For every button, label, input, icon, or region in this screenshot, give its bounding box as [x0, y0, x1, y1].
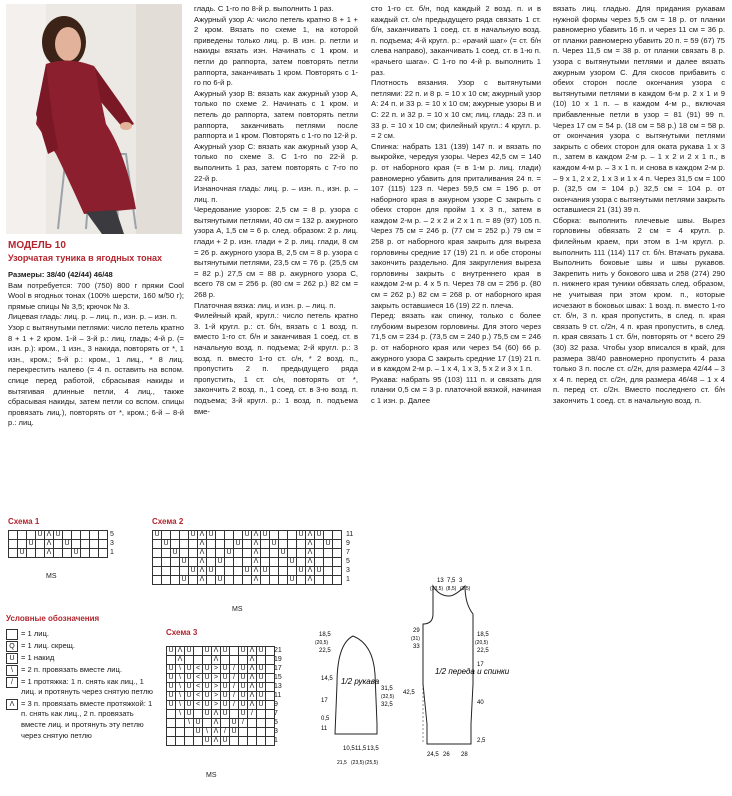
dim-body-6: 18,5	[477, 632, 489, 638]
scheme-3-row-3: 3	[274, 728, 278, 735]
dim-body-5: 33	[413, 644, 420, 650]
model-photo	[6, 4, 182, 234]
scheme-3-row-19: 19	[274, 656, 282, 663]
legend-item	[6, 641, 156, 652]
col4-text1: вязать лиц. гладью. Для придания рукавам нужной формы через 5,5 см = 18 р. от планки равномерно убавить 16 п. и через 11 см = 36 р. от планки равномерно убавить 20 п. = 59 (67) 75 п. Через 11,5 см = 38 р. от планки связать 8 р. узора с вытянутыми петлями и далее вязать ажурным узором С. Для скосов прибавить с обеих сторон после окончания узора с вытянутыми петлями в каждом 6-м р. 2 х 1 и 9 (10) 10 х 1 п. – в каждом 4-м р., включая прибавленные петли в узор = 81 (91) 99 п. Через 17 см = 54 р. (18 см = 58 р.) 18 см = 58 р. от окончания узора с вытянутыми петлями закрыть с обеих сторон для оката рукава 1 х 3 п., затем в каждом 2-м р. – 1 х 2 и 2 х 1 п., в каждом 4-м р. – 3 х 1 п. и снова в каждом 2-м р. – 9 х 1, 2 х 2, 1 х 3 и 1 х 4 п. Через 31,5 см = 100 р. (32,5 см = 104 р.) 32,5 см = 104 р. от окончания узора с вытянутыми петлями закрыть оставшиеся 21 (31) 39 п.	[553, 4, 725, 215]
col3-text1: сто 1-го ст. б/н, под каждый 2 возд. п. и в каждый ст. с/н предыдущего ряда связать 1 ст. б/н, заканчивать 1 соед. ст. в начальную возд. п. подъема; 4-й кругл. р.: «рачий шаг» (= ст. б/н слева направо), заканчивать 1 соед. ст. в 1-ю п. «рачьего шага». С 1-го по 4-й р. выполнить 1 раз.	[371, 4, 541, 77]
dim-top-5: (8,5)	[446, 586, 457, 592]
dim-sleeve-1: 31,5	[381, 686, 393, 692]
dim-sleeve-bottom-1: 10,5	[343, 746, 355, 752]
dim-sleeve-3: 32,5	[381, 702, 393, 708]
legend-title: Условные обозначения	[6, 614, 100, 623]
scheme-2-grid: U U Λ U U Λ U U Λ U U Λ U Λ U Λ U U Λ U Λ U Λ U Λ U Λ U Λ U Λ U U Λ U U Λ U U Λ U Λ U Λ	[152, 530, 342, 585]
legend-symbol: U	[6, 653, 18, 664]
dim-sleeve-bottom-5: (23,5)	[351, 760, 365, 766]
scheme-3-row-5: 5	[274, 719, 278, 726]
scheme-3-row-1: 1	[274, 737, 278, 744]
dim-top-2: 7,5	[447, 578, 456, 584]
dim-left-4: 14,5	[321, 676, 333, 682]
dim-sleeve-bottom-2: 11,5	[355, 746, 367, 752]
legend-text: = 2 п. провязать вместе лиц.	[21, 664, 122, 674]
dim-body-11: 24,5	[427, 752, 439, 758]
dim-body-9: 17	[477, 662, 484, 668]
dim-sleeve-bottom-4: 21,5	[337, 760, 347, 766]
dim-left-2: (20,5)	[315, 640, 329, 646]
dim-sleeve-bottom-6: (25,5)	[365, 760, 379, 766]
legend-symbol: /	[6, 677, 18, 688]
scheme-3-grid: U Λ U U Λ U U Λ U Λ Λ Λ U \ U < U > U / U Λ U U \ U < U > U / U Λ U U \ U < U > U / U Λ U U \ U < U > U / U Λ U U \ U < U > U / U Λ U \ U U Λ U U / \ U Λ U / U \ Λ / U U Λ U	[166, 646, 275, 746]
stockinette: Лицевая гладь: лиц. р. – лиц. п., изн. р. – изн. п.	[8, 312, 177, 322]
dim-body-8: 22,5	[477, 648, 489, 654]
dim-left-6: 0,5	[321, 716, 330, 722]
pattern-alternation: Чередование узоров: 2,5 см = 8 р. узора с вытянутыми петлями, 40 см = 132 р. ажурного узора А, 1,5 см = 6 р. след. образом: 2 р. лиц. глади + 2 р. изн. глади + 2 р. лиц. глади, 8 см = 26 р. ажурного узора В, 2,5 см = 8 р. узора с вытянутыми петлями, 23,5 см = 76 р. (25,5 см = 82 р.) 27,5 см = 88 р. ажурного узора С, всего 78 см = 256 р. (80 см = 262 р.) 82 см = 268 р.	[194, 205, 358, 300]
legend-symbol: Q	[6, 641, 18, 652]
sleeves-instructions: Рукава: набрать 95 (103) 111 п. и связать для планки 0,5 см = 3 р. платочной вязкой, начиная с 1 изн. р. Далее	[371, 374, 541, 405]
elongated-pattern: Узор с вытянутыми петлями: число петель кратно 8 + 1 + 2 кром. 1-й – 3-й р.: лиц. гладь; 4-й р. (= изн. р.): кром., 1 изн., 3 накида, повторять от *, 1 изн., кром.; 5-й р.: кром., 1 лиц., * 8 лиц. перекрестить налево (= 4 п. оставить на вспом. спице перед работой, сбрасывая накиды и вытягивая длинные петли, 4 лиц., также сбрасывая накиды, затем петли со вспом. спицы провязать лиц.), повторять от *, кром.; 6-й – 8-й р.: лиц.	[8, 322, 184, 428]
scheme-3-row-15: 15	[274, 674, 282, 681]
legend-item	[6, 677, 156, 698]
scheme-1-row-3: 3	[110, 540, 114, 547]
dim-top-4: (13,5)	[430, 586, 444, 592]
legend-text: = 1 протяжка: 1 п. снять как лиц., 1 лиц. и протянуть через снятую петлю	[21, 676, 153, 697]
openwork-a: Ажурный узор А: число петель кратно 8 + 1 + 2 кром. Вязать по схеме 1, на которой приведены только лиц. р. В изн. р. петли и накиды вязать изн. Начинать с 1 кром. и петли до раппорта, затем повторять петли раппорта, заканчивать 1 кром. Повторять с 1-го по 6-й р.	[194, 14, 358, 88]
scheme-3-row-9: 9	[274, 701, 278, 708]
scheme-2-row-7: 7	[346, 549, 350, 556]
materials: Вам потребуется: 700 (750) 800 г пряжи Cool Wool в ягодных тонах (100% шерсти, 160 м/50 г); прямые спицы № 3,5; крючок № 3.	[8, 280, 184, 311]
legend-text: = 1 лиц. скрещ.	[21, 640, 76, 650]
dim-body-1: 42,5	[403, 690, 415, 696]
openwork-c: Ажурный узор С: вязать как ажурный узор А, только по схеме 3. С 1-го по 22-й р. выполнить 1 раз, затем повторять с 7-го по 22-й р.	[194, 141, 358, 183]
scheme-2-row-5: 5	[346, 558, 350, 565]
legend-text: = 3 п. провязать вместе протяжкой: 1 п. снять как лиц., 2 п. провязать вместе лиц. и протянуть эту петлю через снятую петлю	[21, 698, 153, 740]
dim-left-5: 17	[321, 698, 328, 704]
reverse-stockinette: Изнаночная гладь: лиц. р. – изн. п., изн. р. – лиц. п.	[194, 184, 358, 204]
scheme-1-row-5: 5	[110, 531, 114, 538]
column-4	[553, 4, 725, 407]
model-title-block	[8, 240, 188, 264]
dim-sleeve-2: (32,5)	[381, 694, 395, 700]
scheme-1-label: Схема 1	[8, 517, 40, 526]
filet-edge: Филейный край, кругл.: число петель кратно 3. 1-й кругл. р.: ст. б/н, вязать с 1 возд. п. вместо 1-го ст. б/н и заканчивая 1 соед. ст. в начальную возд. п. подъема; 2-й кругл. р.: 3 возд. п. вместо 1-го ст. с/н, * 2 возд. п., пропустить 2 п. предыдущего ряда пропустить, 1 ст. с/н, повторять от *, закончить 2 возд. п., 1 соед. ст. в 3-ю возд. п. подъема; 3-й кругл. р.: 1 возд. п. подъема вме-	[194, 311, 358, 416]
dim-top-3: 3	[459, 578, 463, 584]
legend-text: = 1 накид	[21, 652, 55, 662]
scheme-3-row-17: 17	[274, 665, 282, 672]
front-instructions: Перед: вязать как спинку, только с более глубоким вырезом горловины. Для этого через 71,5 см = 234 р. (73,5 см = 240 р.) 75,5 см = 246 р. от наборного края или через 54 (60) 66 р. ажурного узора С закрыть средние 17 (19) 21 п. и в каждом 2-м р. – 1 х 4, 1 х 3, 5 х 2 и 3 х 1 п.	[371, 311, 541, 374]
knitting-density: Плотность вязания. Узор с вытянутыми петлями: 22 п. и 8 р. = 10 х 10 см; ажурный узор А: 24 п. и 33 р. = 10 х 10 см; ажурные узоры В и С: 22 п. и 32 р. = 10 х 10 см; лиц. гладь: 23 п. и 33 р. = 10 х 10 см; филейный кругл.: 4 кругл. р. = 2 см.	[371, 78, 541, 141]
scheme-3-row-7: 7	[274, 710, 278, 717]
scheme-1-row-1: 1	[110, 549, 114, 556]
dim-top-6: (3,5)	[460, 586, 471, 592]
body-outline	[423, 586, 473, 744]
legend-symbol: Λ	[6, 699, 18, 710]
body-label: 1/2 переда и спинки	[435, 667, 510, 676]
dim-body-13: 28	[461, 752, 468, 758]
dim-body-12: 26	[443, 752, 450, 758]
assembly-instructions: Сборка: выполнить плечевые швы. Вырез горловины обвязать 2 см = 4 кругл. р. филейным краем, при этом в 1-м кругл. р. выполнить 111 (114) 117 ст. б/н. Втачать рукава. Выполнить боковые швы и швы рукавов. Закрепить нить у бокового шва и 258 (274) 290 п. нижнего края туники обвязать след. образом, не учитывая при этом кром. п., которые исчезают в боковых швах: 1 возд. п. вместо 1-го ст. б/н, 3 п. края пропустить, в след. п. края связать 9 ст. с/2н, 4 п. края пропустить, в след. п. края связать 1 ст. б/н, повторять от * всего 29 (30) 32 раза. Чтобы узор вписался в край, для размера 38/40 равномерно пропустить 4 раза только 3 п. после ст. с/2н, для размера 42/44 – 3 х 4 п. перед ст. с/2н, для размера 46/48 – 1 х 4 п. перед ст. с/2н. Вместо последнего ст. б/н закончить 1 соед. ст. в начальную возд. п.	[553, 215, 725, 405]
scheme-2-row-3: 3	[346, 567, 350, 574]
sewing-pattern	[315, 574, 515, 792]
model-number: МОДЕЛЬ 10	[8, 240, 66, 251]
legend-item	[6, 665, 156, 676]
scheme-2-row-11: 11	[346, 531, 354, 538]
scheme-2-row-9: 9	[346, 540, 350, 547]
dim-body-4: (31)	[411, 636, 420, 642]
column-2	[194, 4, 358, 417]
legend-text: = 1 лиц.	[21, 628, 50, 638]
legend-item	[6, 699, 156, 741]
legend-symbol	[6, 629, 18, 640]
legend-item	[6, 629, 156, 640]
dim-top-1: 13	[437, 578, 444, 584]
dim-left-7: 11	[321, 726, 328, 732]
scheme-2-label: Схема 2	[152, 517, 184, 526]
dim-body-2: 40	[477, 700, 484, 706]
garter-stitch: Платочная вязка: лиц. и изн. р. – лиц. п.	[194, 300, 336, 310]
scheme-1-grid: U Λ U U Λ U U Λ U	[8, 530, 108, 558]
dim-left-3: 22,5	[319, 648, 331, 654]
dim-sleeve-bottom-3: 13,5	[367, 746, 379, 752]
column-3	[371, 4, 541, 407]
model-title: Узорчатая туника в ягодных тонах	[8, 253, 163, 263]
dim-left-1: 18,5	[319, 632, 331, 638]
dim-body-3: 29	[413, 628, 420, 634]
scheme-2-ms: MS	[232, 606, 243, 613]
dim-body-10: 2,5	[477, 738, 486, 744]
col2-text1: гладь. С 1-го по 8-й р. выполнить 1 раз.	[194, 4, 334, 13]
sleeve-label: 1/2 рукава	[341, 677, 380, 686]
column-1	[8, 270, 184, 429]
scheme-3-row-13: 13	[274, 683, 282, 690]
scheme-1-ms: MS	[46, 573, 57, 580]
scheme-3-ms: MS	[206, 772, 217, 779]
legend-item	[6, 653, 156, 664]
scheme-2-row-1: 1	[346, 576, 350, 583]
legend	[6, 614, 156, 742]
scheme-3-row-21: 21	[274, 647, 282, 654]
openwork-b: Ажурный узор В: вязать как ажурный узор А, только по схеме 2. Начинать с 1 кром. и петель до раппорта, затем повторять петли раппорта, заканчивать петлями после раппорта и 1 кром. Повторять с 1-го по 12-й р.	[194, 88, 358, 141]
sizes: Размеры: 38/40 (42/44) 46/48	[8, 270, 113, 279]
scheme-3-label: Схема 3	[166, 628, 198, 637]
legend-symbol: \	[6, 665, 18, 676]
scheme-3-row-11: 11	[274, 692, 282, 699]
dim-body-7: (20,5)	[475, 640, 489, 646]
back-instructions: Спинка: набрать 131 (139) 147 п. и вязать по выкройке, чередуя узоры. Через 42,5 см = 140 р. от наборного края (= в 1-м р. лиц. глади) равномерно убавить для приталивания 24 п. = 107 (115) 123 п. Через 59,5 см = 196 р. от наборного края в ажурном узоре С закрыть с обеих сторон для пройм 1 х 3 п., затем в каждом 2-м р. – 2 х 2 и 2 х 1 п. = 89 (97) 105 п. Через 75 см = 246 р. (77 см = 252 р.) 79 см = 258 р. от наборного края закрыть для выреза горловины средние 17 (19) 21 п. и обе стороны закончить раздельно. Для закругления выреза горловины закрыть с внутреннего края в каждом 2-м р. 4 х 5 п. Через 78 см = 256 р. (80 см = 262 р.) 82 см = 268 р. от наборного края закрыть оставшиеся 16 (19) 22 п. плеча.	[371, 141, 541, 310]
